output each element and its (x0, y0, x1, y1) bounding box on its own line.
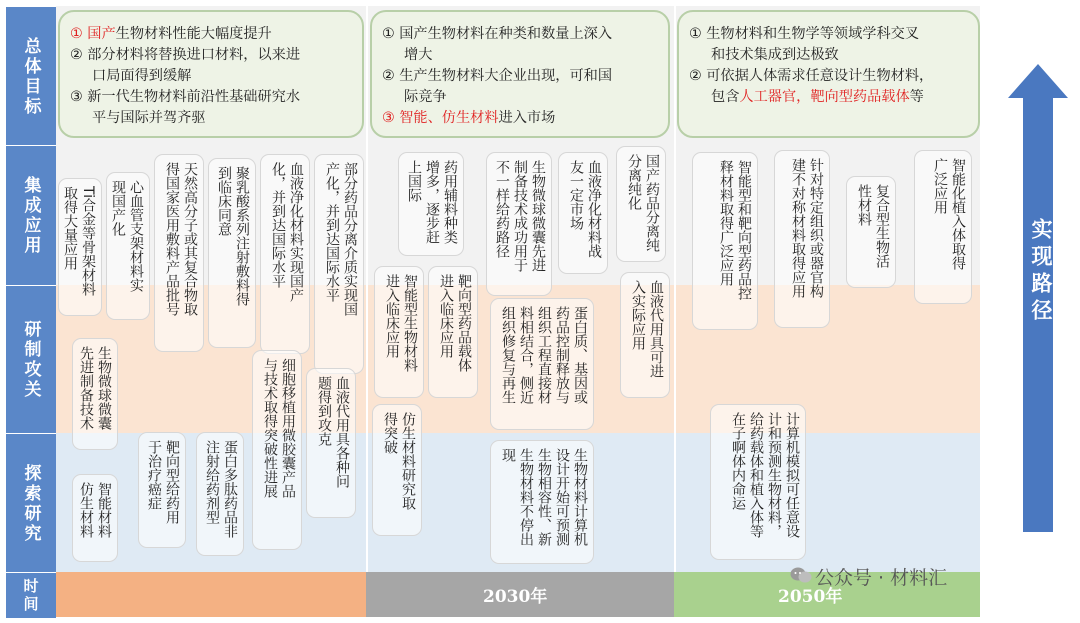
milestone-card: 蛋白多肽药品非 注射给药剂型 (196, 432, 244, 556)
milestone-card: 部分药品分离介质实现国 产化，并到达国际水平 (314, 154, 364, 374)
timeline-segment-1 (56, 572, 366, 617)
goal-box-period3: ① 生物材料和生物学等领域学科交叉 和技术集成到达极致 ② 可依据人体需求任意设计生物材料， 包含人工器官，靶向型药品载体等 (677, 10, 980, 138)
milestone-card: 生物材料计算机 设计开始可预测 生物相容性、新 生物材料不停出 现 (490, 440, 594, 564)
milestone-card: 国产药品分离纯 分离纯化 (616, 146, 666, 262)
goal-box-period2: ① 国产生物材料在种类和数量上深入 增大 ② 生产生物材料大企业出现，可和国 际竞争 ③ 智能、仿生材料进入市场 (370, 10, 670, 138)
milestone-card: 智能型生物材料 进入临床应用 (374, 266, 424, 398)
row-label-research: 研制攻关 (6, 285, 56, 434)
milestone-card: 细胞移植用微胶囊产品 与技术取得突破性进展 (252, 350, 302, 550)
milestone-card: 针对特定组织或器官构 建不对称材料取得应用 (774, 150, 830, 328)
row-label-integration: 集成应用 (6, 145, 56, 286)
milestone-card: 药用辅料种类 增多，逐步赶 上国际 (398, 152, 464, 256)
milestone-card: 智能化植入体取得 广泛应用 (914, 150, 972, 304)
milestone-card: 天然高分子或其复合物取 得国家医用敷料产品批号 (154, 154, 204, 352)
milestone-card: 智能型和靶向型药品控 释材料取得广泛应用 (692, 152, 758, 330)
milestone-card: 生物微球微囊 先进制备技术 (72, 338, 118, 450)
milestone-card: 靶向型给药用 于治疗癌症 (138, 432, 186, 548)
milestone-card: 血液净化材料战 友一定市场 (558, 152, 608, 274)
milestone-card: 计算机模拟可任意设 计和预测生物材料， 给药载体和植入体等 在子啊体内命运 (710, 404, 806, 560)
milestone-card: 靶向型药品载体 进入临床应用 (428, 266, 478, 398)
goal-box-period1: ① 国产生物材料性能大幅度提升 ② 部分材料将替换进口材料，以来进 口局面得到缓解 ③ 新一代生物材料前沿性基础研究水 平与国际并驾齐驱 (58, 10, 364, 138)
milestone-card: Ti合金等骨架材料 取得大量应用 (58, 178, 102, 316)
arrow-label: 实现路径 (1029, 218, 1053, 326)
year-2050: 2050年 (778, 587, 843, 607)
milestone-card: 仿生材料研究取 得突破 (372, 404, 422, 536)
period-divider (366, 6, 368, 572)
watermark: 公众号 · 材料汇 (815, 567, 948, 589)
milestone-card: 血液净化材料实现国产 化，并到达国际水平 (260, 154, 310, 354)
milestone-card: 心血管支架材料实 现国产化 (106, 172, 150, 320)
milestone-card: 血液代用具各种问 题得到攻克 (306, 368, 356, 518)
milestone-card: 生物微球微囊先进 制备技术成功用于 不一样给药路径 (486, 152, 552, 296)
row-label-goal: 总体目标 (6, 6, 56, 146)
milestone-card: 智能材料 仿生材料 (72, 474, 118, 562)
milestone-card: 复合型生物活 性材料 (846, 176, 896, 288)
milestone-card: 血液代用具可进 入实际应用 (620, 272, 670, 398)
milestone-card: 聚乳酸系列注射敷料得 到临床同意 (208, 158, 256, 348)
wechat-icon (790, 566, 812, 584)
row-label-exploration: 探索研究 (6, 433, 56, 573)
milestone-card: 蛋白质、基因或 药品控制释放与 组织工程直接材 料相结合，侧近 组织修复与再生 (490, 298, 594, 430)
year-2030: 2030年 (483, 587, 548, 607)
period-divider (674, 6, 676, 572)
row-label-time: 时间 (6, 572, 56, 618)
